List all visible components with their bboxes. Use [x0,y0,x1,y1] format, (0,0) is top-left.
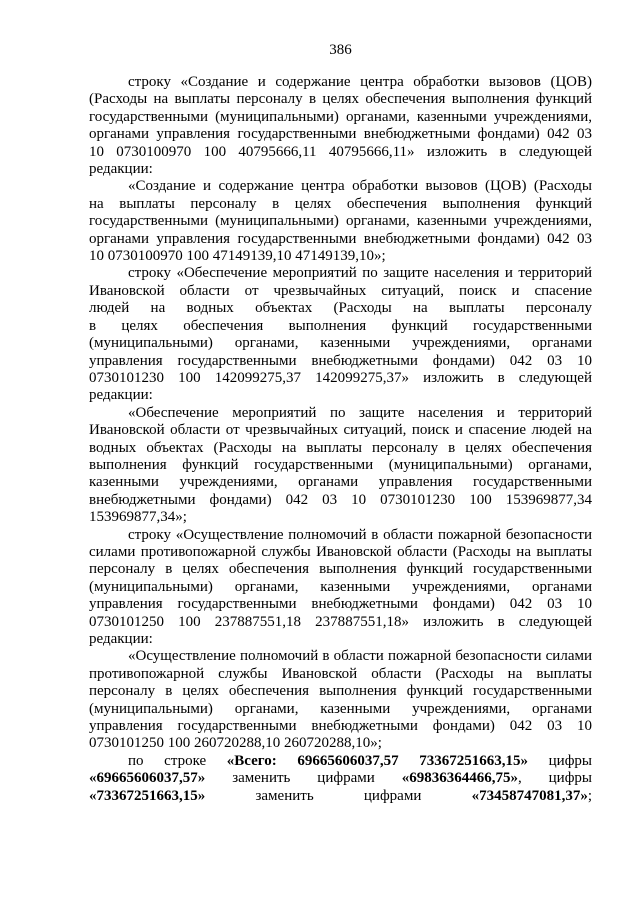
text-run: строку «Создание и содержание центра обработки вызовов (ЦОВ) [128,74,592,90]
text-run: редакции: [89,631,153,647]
text-line [89,788,592,805]
text-run: строку «Обеспечение мероприятий по защите населения и территорий [128,265,592,282]
text-line [89,300,592,317]
text-run: 10 0730100970 100 47149139,10 47149139,10»; [89,248,386,265]
text-line [89,735,592,752]
text-line [89,422,592,439]
bold-text-run: «69836364466,75» [401,770,518,787]
text-run: 0730101250 100 237887551,18 237887551,18» изложить в следующей [89,613,592,630]
text-line [89,753,592,770]
text-run: силами противопожарной службы Ивановской области (Расходы на выплаты [89,543,592,560]
text-run: строку «Осуществление полномочий в области пожарной безопасности [128,526,592,543]
text-run: «Обеспечение мероприятий по защите населения и территорий [128,404,592,421]
text-line [89,318,592,335]
text-line [89,370,592,387]
text-line [89,91,592,108]
bold-text-run: «73458747081,37» [471,787,588,804]
text-line [89,109,592,126]
text-run: редакции: [89,387,153,404]
text-line [89,579,592,596]
paragraph [89,178,592,265]
text-line [89,144,592,161]
text-line [89,178,592,195]
text-line [89,335,592,352]
text-line [89,248,592,265]
page-number: 386 [329,42,352,58]
text-run: ; [587,787,592,804]
text-run: (муниципальными) органами, казенными учреждениями, органами [89,700,592,717]
text-run: персоналу в целях обеспечения выполнения функций государственными [89,561,592,578]
text-run: 0730101230 100 142099275,37 142099275,37» изложить в следующей [89,369,592,386]
text-run: (Расходы на выплаты персоналу в целях обеспечения выполнения функций [89,91,592,108]
text-block [89,74,592,805]
text-line [89,126,592,143]
text-line [89,457,592,474]
text-run: выполнения функций государственными (муниципальными) органами, [89,456,592,473]
text-run: Ивановской области от чрезвычайных ситуаций, поиск и спасение людей на [89,422,592,439]
text-line [89,231,592,248]
text-line [89,474,592,491]
text-line [89,196,592,213]
text-run: 10 0730100970 100 40795666,11 40795666,11» изложить в следующей [89,143,592,160]
text-run: «Создание и содержание центра обработки вызовов (ЦОВ) (Расходы [128,178,592,195]
text-line [89,648,592,665]
text-line [89,701,592,718]
text-run: (муниципальными) органами, казенными учреждениями, органами [89,578,592,595]
text-run: органами управления государственными внебюджетными фондами) 042 03 [89,230,592,247]
text-line [89,213,592,230]
text-line [89,596,592,613]
text-run: 0730101250 100 260720288,10 260720288,10»; [89,735,382,752]
text-run: цифры [528,752,592,769]
text-line [89,161,592,178]
text-run: внебюджетными фондами) 042 03 10 0730101230 100 153969877,34 [89,491,592,508]
text-run: государственными (муниципальными) органами, казенными учреждениями, [89,108,592,125]
text-run: управления государственными внебюджетными фондами) 042 03 10 [89,352,592,369]
text-line [89,440,592,457]
text-run: 153969877,34»; [89,509,187,526]
text-run: в целях обеспечения выполнения функций государственными [89,317,592,334]
text-run: казенными учреждениями, органами управления государственными [89,474,592,491]
text-line [89,770,592,787]
text-run: людей на водных объектах (Расходы на выплаты персоналу [89,300,592,317]
text-line [89,718,592,735]
text-line [89,405,592,422]
text-line [89,353,592,370]
bold-text-run: «69665606037,57» [89,770,206,787]
text-line [89,683,592,700]
text-run: редакции: [89,161,153,178]
text-run: водных объектах (Расходы на выплаты персоналу в целях обеспечения [89,439,592,456]
paragraph [89,265,592,404]
text-run: , цифры [517,770,592,787]
text-line [89,74,592,91]
text-line [89,631,592,648]
text-line [89,492,592,509]
text-run: государственными (муниципальными) органами, казенными учреждениями, [89,213,592,230]
text-run: на выплаты персоналу в целях обеспечения выполнения функций [89,195,592,212]
paragraph [89,753,592,805]
text-line [89,544,592,561]
paragraph [89,74,592,178]
text-line [89,614,592,631]
text-run: противопожарной службы Ивановской области (Расходы на выплаты [89,665,592,682]
text-line [89,561,592,578]
text-line [89,283,592,300]
text-run: «Осуществление полномочий в области пожарной безопасности силами [128,648,592,665]
paragraph [89,405,592,527]
text-line [89,666,592,683]
text-run: персоналу в целях обеспечения выполнения функций государственными [89,683,592,700]
text-line [89,265,592,282]
text-run: по строке [128,752,227,769]
bold-text-run: «73367251663,15» [89,787,206,804]
text-run: заменить цифрами [205,787,472,804]
text-run: управления государственными внебюджетными фондами) 042 03 10 [89,718,592,735]
paragraph [89,527,592,649]
text-run: управления государственными внебюджетными фондами) 042 03 10 [89,596,592,613]
text-run: органами управления государственными внебюджетными фондами) 042 03 [89,126,592,143]
text-run: Ивановской области от чрезвычайных ситуаций, поиск и спасение [89,282,592,299]
text-run: заменить цифрами [205,770,402,787]
text-line [89,527,592,544]
text-line [89,509,592,526]
bold-text-run: «Всего: 69665606037,57 73367251663,15» [226,752,528,769]
text-run: (муниципальными) органами, казенными учреждениями, органами [89,335,592,352]
paragraph [89,648,592,752]
text-line [89,387,592,404]
